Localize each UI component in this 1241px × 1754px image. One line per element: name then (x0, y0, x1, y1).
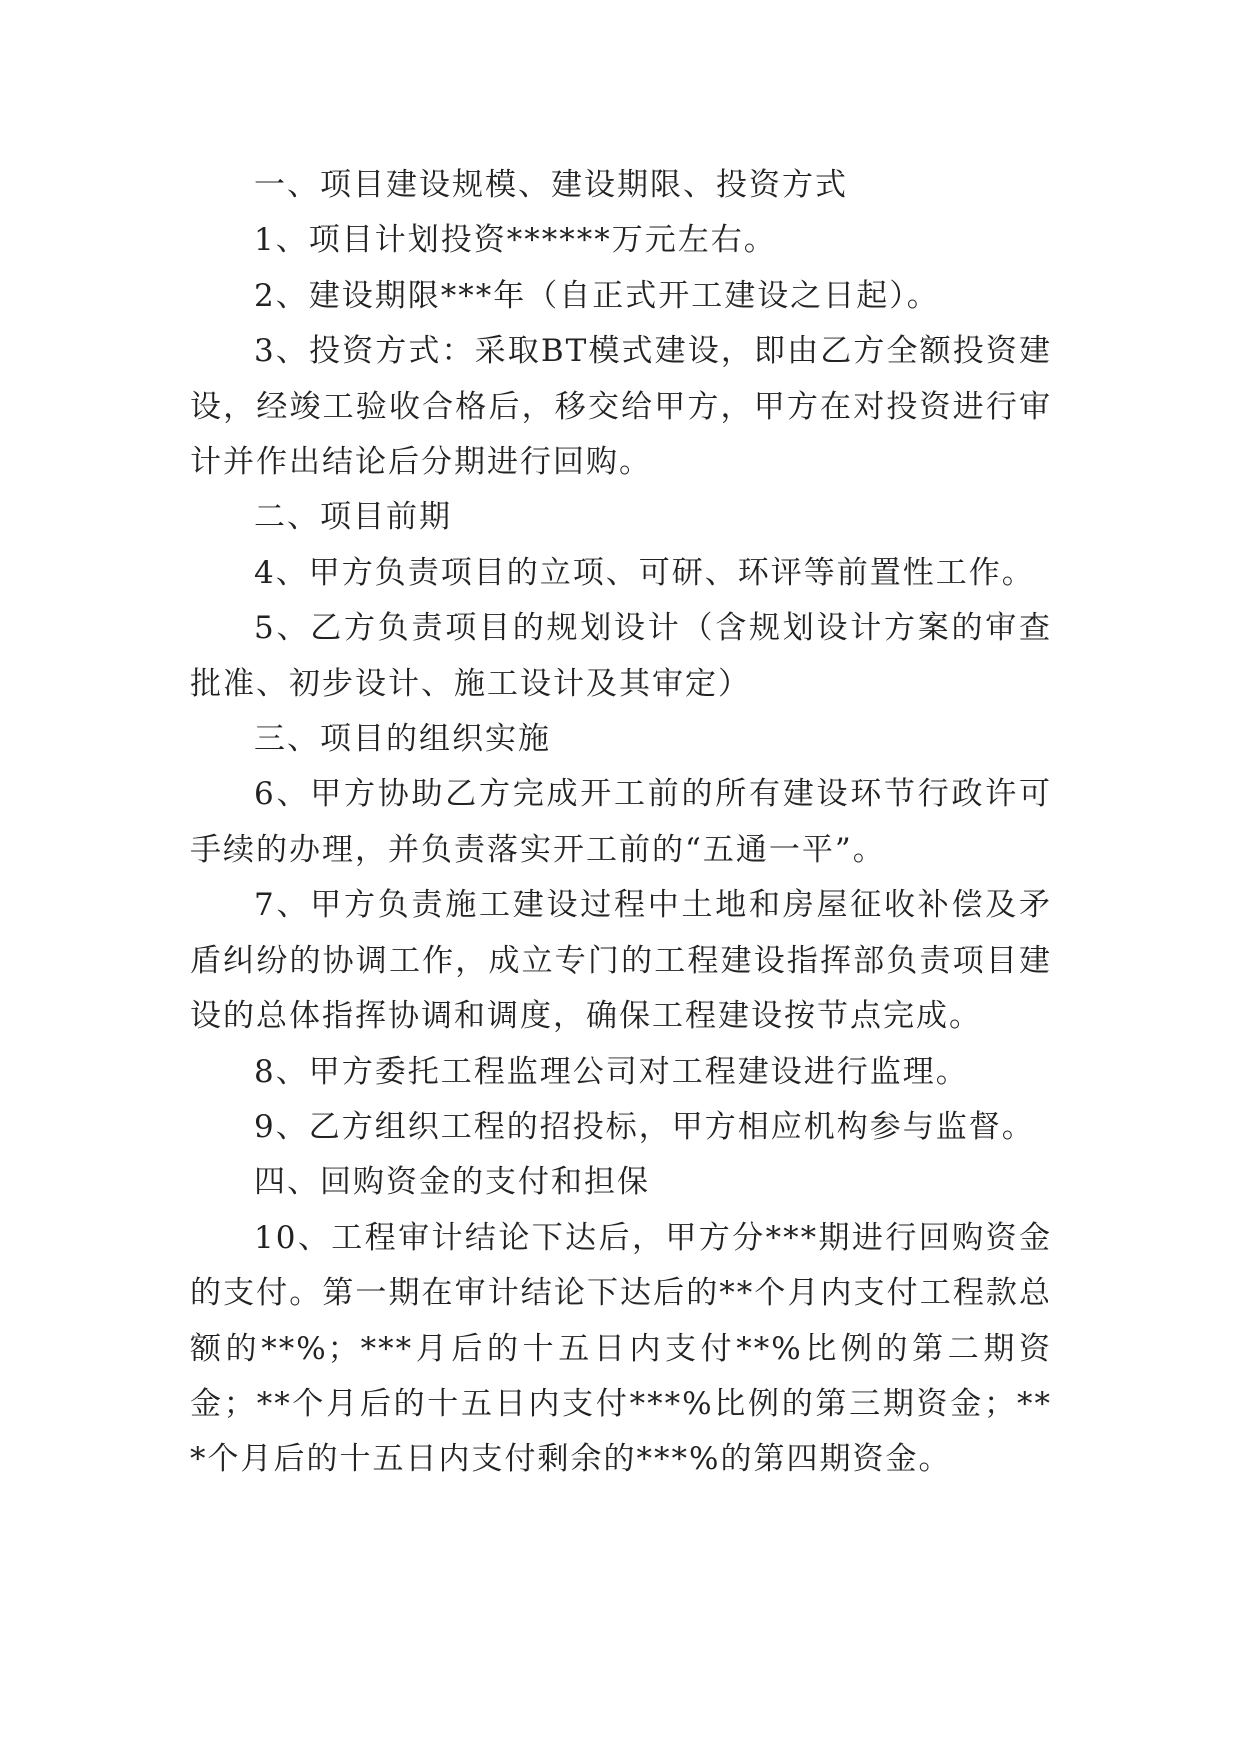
clause-paragraph: 10、工程审计结论下达后，甲方分***期进行回购资金的支付。第一期在审计结论下达后的**个月内支付工程款总额的**%；***月后的十五日内支付**%比例的第二期资金；**个月后的十五日内支付***%比例的第三期资金；***个月后的十五日内支付剩余的***%的第四期资金。 (190, 1219, 1052, 1478)
section-heading: 三、项目的组织实施 (254, 721, 551, 758)
section-heading: 二、项目前期 (254, 499, 452, 536)
clause-paragraph: 4、甲方负责项目的立项、可研、环评等前置性工作。 (254, 554, 1035, 591)
section-heading: 一、项目建设规模、建设期限、投资方式 (254, 167, 848, 203)
section-heading: 四、回购资金的支付和担保 (254, 1164, 650, 1201)
clause-paragraph: 8、甲方委托工程监理公司对工程建设进行监理。 (254, 1053, 969, 1090)
clause-paragraph: 6、甲方协助乙方完成开工前的所有建设环节行政许可手续的办理，并负责落实开工前的“五通一平”。 (190, 776, 1052, 868)
clause-paragraph: 7、甲方负责施工建设过程中土地和房屋征收补偿及矛盾纠纷的协调工作，成立专门的工程建设指挥部负责项目建设的总体指挥协调和调度，确保工程建设按节点完成。 (190, 887, 1052, 1035)
clause-paragraph: 1、项目计划投资******万元左右。 (254, 222, 777, 259)
clause-paragraph: 9、乙方组织工程的招投标，甲方相应机构参与监督。 (254, 1108, 1035, 1145)
clause-paragraph: 2、建设期限***年（自正式开工建设之日起）。 (254, 277, 940, 314)
clause-paragraph: 5、乙方负责项目的规划设计（含规划设计方案的审查批准、初步设计、施工设计及其审定） (190, 610, 1052, 702)
clause-paragraph: 3、投资方式：采取BT模式建设，即由乙方全额投资建设，经竣工验收合格后，移交给甲方，甲方在对投资进行审计并作出结论后分期进行回购。 (190, 333, 1052, 481)
document-body (190, 158, 1052, 1488)
